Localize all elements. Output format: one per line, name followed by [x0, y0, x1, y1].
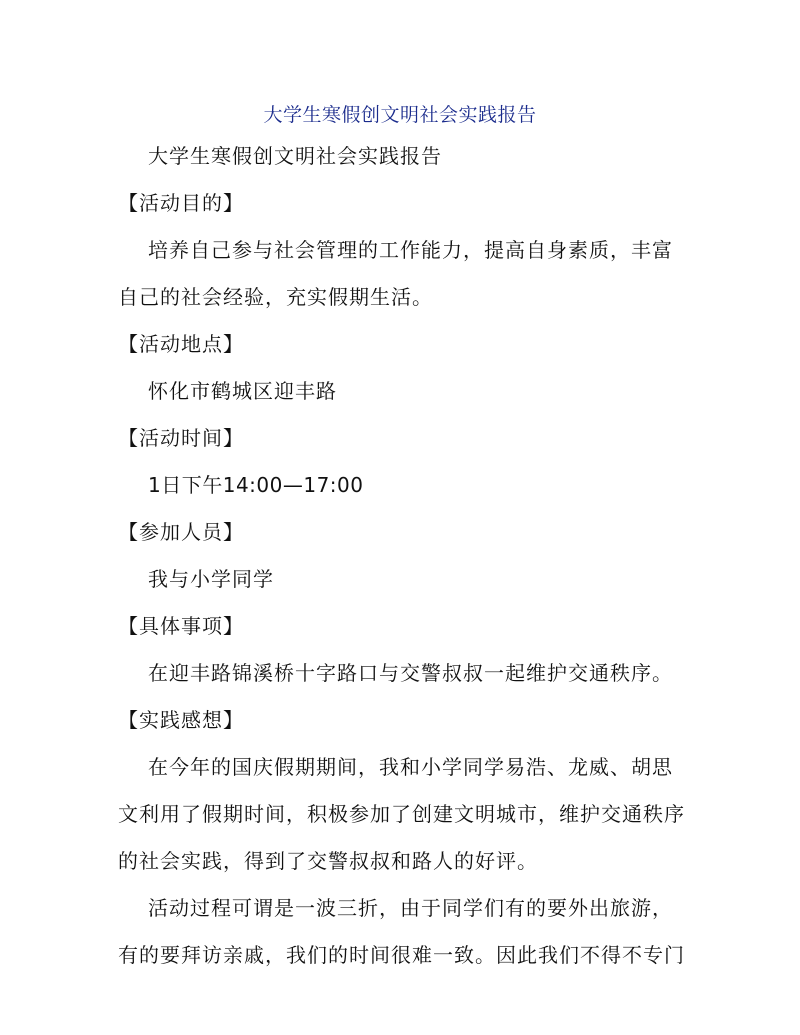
section-heading-participants: 【参加人员】 — [118, 520, 244, 544]
document-body — [118, 133, 686, 979]
document-title: 大学生寒假创文明社会实践报告 — [263, 104, 537, 126]
section-heading-purpose: 【活动目的】 — [118, 191, 244, 215]
paragraph-report-heading: 大学生寒假创文明社会实践报告 — [148, 144, 442, 168]
paragraph-time: 1日下午14:00—17:00 — [148, 473, 364, 497]
paragraph-details: 在迎丰路锦溪桥十字路口与交警叔叔一起维护交通秩序。 — [148, 661, 673, 685]
paragraph-participants: 我与小学同学 — [148, 567, 274, 591]
section-heading-time: 【活动时间】 — [118, 426, 244, 450]
paragraph-purpose: 培养自己参与社会管理的工作能力，提高自身素质，丰富自己的社会经验，充实假期生活。 — [118, 238, 673, 309]
section-heading-reflection: 【实践感想】 — [118, 708, 244, 732]
paragraph-location: 怀化市鹤城区迎丰路 — [148, 379, 337, 403]
section-heading-location: 【活动地点】 — [118, 332, 244, 356]
paragraph-reflection-2: 活动过程可谓是一波三折，由于同学们有的要外出旅游，有的要拜访亲戚，我们的时间很难一致。因此我们不得不专门 — [118, 896, 685, 967]
section-heading-details: 【具体事项】 — [118, 614, 244, 638]
paragraph-reflection-1: 在今年的国庆假期期间，我和小学同学易浩、龙威、胡思文利用了假期时间，积极参加了创建文明城市，维护交通秩序的社会实践，得到了交警叔叔和路人的好评。 — [118, 755, 685, 873]
